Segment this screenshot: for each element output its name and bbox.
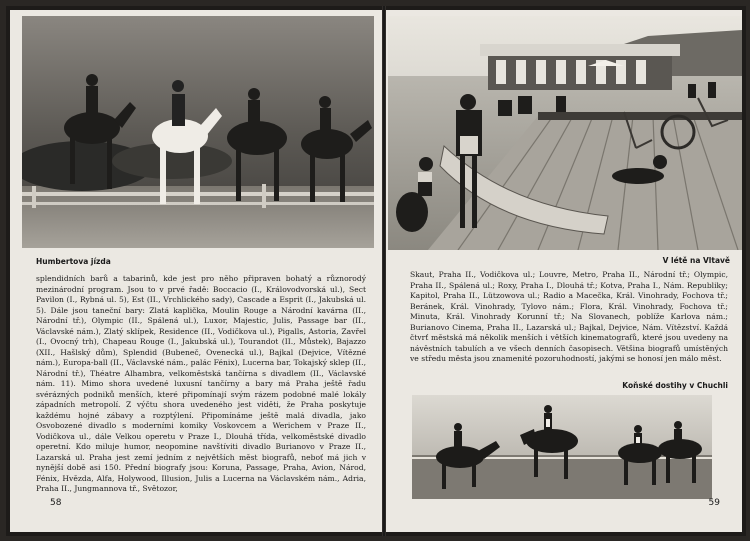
page-number-left: 58 — [50, 498, 62, 508]
horse-race-photo — [412, 395, 712, 499]
left-page-body: splendidních barů a tabarinů, kde jest pro něho připraven bohatý a různorodý mezinárodní program. Jsou to v prvé řadě: Boccacio (I., Královodvorská ul.), Sect Pavilon (I., Rybná ul. 5), Est (II., Vrchlického sady), Cascade a Esprit (I., Jakubská ul. 5). Dále jsou taneční bary: Zlatá kaplička, Moulin Rouge a Národní kavárna (II., Národní tř.), Olympic (II., Spálená ul.), Luxor, Majestic, Julis, Passage bar (II., Václavské nám.), Zlatý sklípek, Residence (II., Vodičkova ul.), Pigalls, Astoria, Zavřel (I., Ovocný trh), Chapeau Rouge (I., Jakubská ul.), Tourandot (II., Můstek), Bajazzo (XII., Hašlský dům), Splendid (Bubeneč, Ovenecká ul.), Bajkal (Dejvice, Vítězné nám.), Europa-ball (II., Václavské nám., palác Fénix), Lucerna bar, Tokajský sklep (II., Národní tř.), Théatre Alhambra, velkoměstská tančírna s divadlem (II., Václavské nám. 11). Mimo shora uvedené luxusní tančírny a bary má Praha ještě řadu svérázných podniků menších, které připomínají svým rázem podobné malé lokály západních metropolí. Z výčtu shora uvedeného jest viděti, že Praha poskytuje každému hojné zábavy a rozptýlení. Připomínáme ještě malá divadla, jako Osvobozené divadlo s moderními komiky Voskovcem a Werichem v Praze II., Vodičkova ul., dále Velkou operetu v Praze I., Dlouhá třída, velkoměstské divadlo operetní. Kdo miluje humor, neopomine navštíviti divadlo Burianovo v Praze II., Lazarská ul. Praha jest zemí jedním z největších měst biografů, neboť má jich v nynější době asi 150. Přední biografy jsou: Koruna, Passage, Praha, Avion, Národ, Fénix, Hvězda, Alfa, Holywood, Illusion, Julis a Lucerna na Václavském nám., Adria, Praha II., Jungmannova tř., Světozor, — [36, 274, 366, 493]
right-page — [386, 10, 742, 532]
vltava-summer-photo — [388, 16, 742, 250]
vltava-photo-caption: V létě na Vltavě — [662, 256, 730, 265]
hunt-photo-caption: Humbertova jízda — [36, 257, 111, 266]
page-number-right: 59 — [708, 498, 720, 508]
race-photo-caption: Koňské dostihy v Chuchli — [622, 381, 728, 390]
left-page — [10, 10, 382, 532]
hunt-riders-photo — [22, 16, 374, 248]
right-page-body: Skaut, Praha II., Vodičkova ul.; Louvre, Metro, Praha II., Národní tř.; Olympic, Praha II., Spálená ul.; Roxy, Praha I., Dlouhá tř.; Kotva, Praha I., Nám. Republiky; Kapitol, Praha II., Lützowova ul.; Radio a Macečka, Král. Vinohrady, Fochova tř.; Beránek, Král. Vinohrady, Tylovo nám.; Flora, Král. Vinohrady, Fochova tř.; Minuta, Král. Vinohrady Korunní tř.; Na Slovanech, poblíže Karlova nám.; Burianovo Cinema, Praha II., Lazarská ul.; Bajkal, Dejvice, Nám. Vítězství. Každá čtvrť městská má několik menších i větších kinematografů, které jsou uvedeny na návěstních tabulích a ve všech denních časopisech. Většina biografů umístěných ve středu města jsou znamenité pozoruhodností, jakými se honosí jen málo měst. — [410, 270, 728, 363]
book-spread — [6, 6, 746, 536]
